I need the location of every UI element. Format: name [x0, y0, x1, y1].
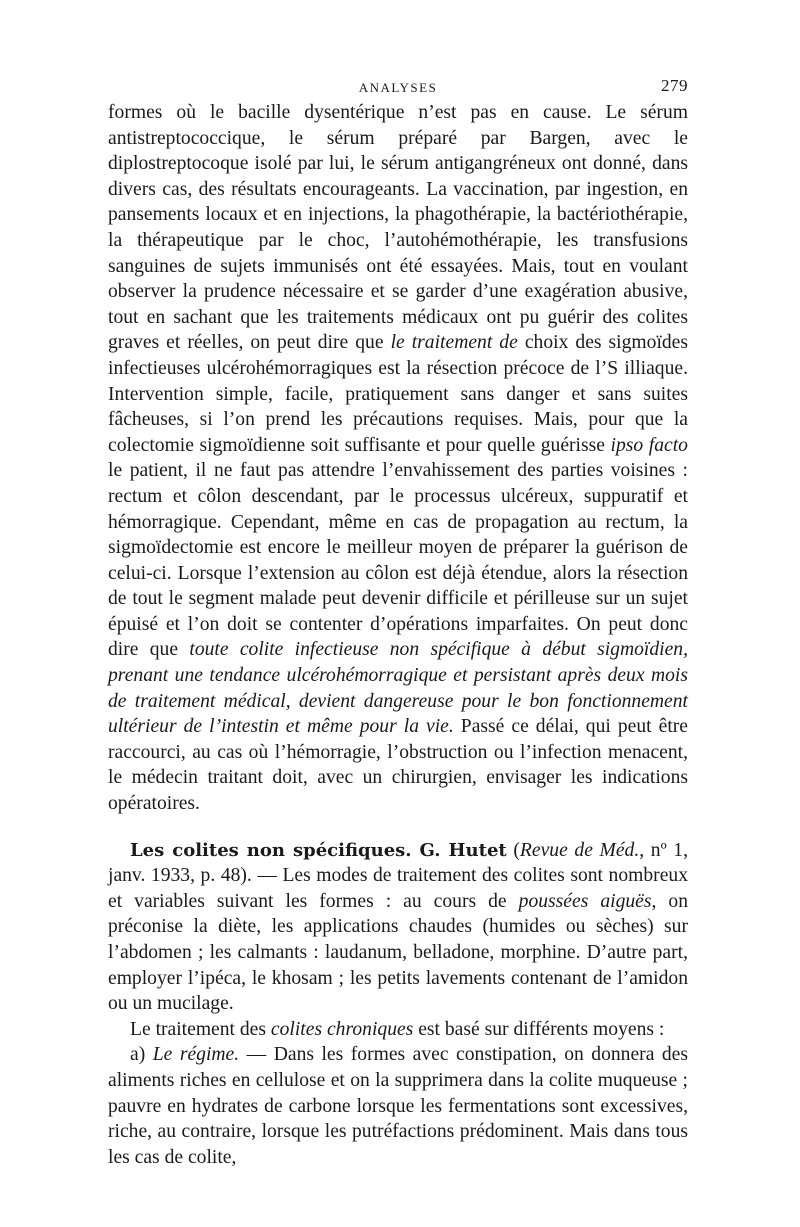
text-run: , on préconise la diète, les applications chaudes (humides ou sèches) sur l’abdomen ; les calmants : laudanum, belladone, morphine. D’autre part, employer l’ipéca, le khosam ; les petits lavements contenant de l’amidon ou un mucilage. [108, 890, 689, 1015]
text-run: est basé sur différents moyens : [418, 1018, 665, 1040]
text-run: le patient, il ne faut pas attendre l’envahissement des parties voisines : rectum et côlon descendant, par le processus ulcéreux, suppuratif et hémorragique. Cependant, même en cas de propagation au rectum, la sigmoïdectomie est encore le meilleur moyen de préparer la guérison de celui-ci. Lorsque l’extension au côlon est déjà étendue, alors la résection de tout le segment malade peut devenir difficile et périlleuse sur un sujet épuisé et l’on doit se contenter d’opérations imparfaites. On peut donc dire que [108, 460, 688, 661]
paragraph [108, 1042, 688, 1170]
text-run: choix des sigmoïdes infectieuses ulcérohémorragiques est la résection précoce de l’S illiaque. Intervention simple, facile, pratiquement sans danger et sans suites fâcheuses, si l’on prend les précautions requises. Mais, pour que la colectomie sigmoïdienne soit suffisante et pour quelle guérisse [108, 332, 689, 456]
italic-run: poussées aiguës [518, 890, 652, 912]
paragraph-review-entry [108, 838, 688, 1017]
italic-run: ipso facto [610, 434, 688, 456]
italic-run: Le régime. [152, 1044, 240, 1066]
list-marker: a) [130, 1044, 146, 1066]
citation-open: ( [513, 839, 520, 861]
text-run: — Dans les formes avec constipation, on donnera des aliments riches en cellulose et on la supprimera dans la colite muqueuse ; pauvre en hydrates de carbone lorsque les fermentations sont excessives, riche, au contraire, lorsque les putréfactions prédominent. Mais dans tous les cas de colite, [108, 1044, 688, 1168]
running-head [108, 70, 688, 100]
text-run: Le traitement des [130, 1018, 267, 1040]
italic-emphasis: toute colite infectieuse non spécifique à début sigmoïdien, prenant une tendance ulcérohémorragique et persistant après deux mois de traitement médical, devient dangereuse pour le bon fonctionnement ultérieur de l’intestin et même pour la vie. [108, 639, 688, 738]
entry-title: Les colites non spécifiques. G. Hutet [130, 839, 507, 861]
journal-name: Revue de Méd. [519, 839, 640, 861]
text-run: formes où le bacille dysentérique n’est pas en cause. Le sérum antistreptococcique, le sérum préparé par Bargen, avec le diplostreptocoque isolé par lui, le sérum antigangréneux ont donné, dans divers cas, des résultats encourageants. La vaccination, par ingestion, en pansements locaux et en injections, la phagothérapie, la bactériothérapie, la thérapeutique par le choc, l’autohémothérapie, les transfusions sanguines de sujets immunisés ont été essayées. Mais, tout en voulant observer la prudence nécessaire et se garder d’une exagération abusive, tout en sachant que les traitements médicaux ont pu guérir des colites graves et réelles, on peut dire que [108, 102, 688, 354]
body-text [108, 100, 688, 1170]
italic-run: colites chroniques [270, 1018, 414, 1040]
text-run: Passé ce délai, qui peut être raccourci, au cas où l’hémorragie, l’obstruction ou l’infection menacent, le médecin traitant doit, avec un chirurgien, envisager les indications opératoires. [108, 716, 688, 815]
paragraph [108, 1017, 688, 1043]
italic-run: le traitement de [390, 332, 518, 354]
page-number: 279 [661, 76, 688, 95]
text-run: , nº 1, janv. 1933, p. 48). — Les modes de traitement des colites sont nombreux et variables suivant les formes : au cours de [108, 839, 688, 912]
paragraph-continued [108, 100, 688, 817]
book-page [108, 70, 688, 1170]
running-title: ANALYSES [358, 80, 438, 95]
